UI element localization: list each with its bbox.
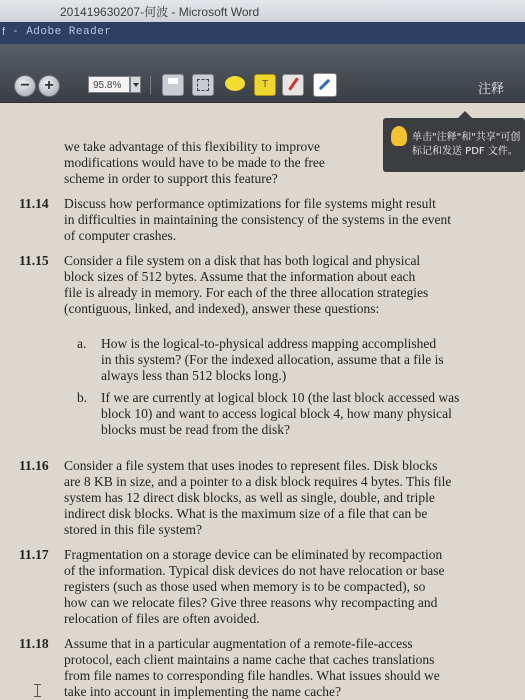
question-number: 11.18 xyxy=(19,636,49,651)
q11-15-b-line-3: blocks must be read from the disk? xyxy=(101,422,290,437)
q11-15-line-3: file is already in memory. For each of the three allocation strategies xyxy=(64,285,429,300)
save-icon[interactable] xyxy=(162,74,184,96)
plus-icon: + xyxy=(44,77,54,94)
toolbar-separator xyxy=(150,76,151,94)
reader-app-icon: f xyxy=(2,26,6,38)
question-number: 11.14 xyxy=(19,196,49,211)
pen-icon[interactable] xyxy=(282,74,304,96)
q11-15-a-line-1: How is the logical-to-physical address mapping accomplished xyxy=(101,336,437,351)
q11-18-line-3: from file names to corresponding file handles. What issues should we xyxy=(64,668,440,683)
question-number: 11.17 xyxy=(19,547,49,562)
q11-15-b-line-1: If we are currently at logical block 10 (the last block accessed was xyxy=(101,390,460,405)
q11-16-line-1: Consider a file system that uses inodes to represent files. Disk blocks xyxy=(64,458,438,473)
window-title: 201419630207-何波 - Microsoft Word xyxy=(60,5,260,19)
q11-15-a-line-3: always less than 512 blocks long.) xyxy=(101,368,287,383)
question-number: 11.15 xyxy=(19,253,49,268)
question-number: 11.16 xyxy=(19,458,49,473)
fit-page-icon[interactable] xyxy=(192,74,214,96)
q11-16-line-4: indirect disk blocks. What is the maximum size of a file that can be xyxy=(64,506,428,521)
intro-line-1: we take advantage of this flexibility to improve xyxy=(64,139,321,154)
tooltip-line-2: 标记和发送 PDF 文件。 xyxy=(412,146,518,157)
text-cursor-icon xyxy=(37,684,38,697)
q11-18-line-4: take into account in implementing the name cache? xyxy=(64,684,342,699)
reader-header-bar xyxy=(0,22,525,45)
zoom-input[interactable]: 95.8% xyxy=(88,76,130,93)
lightbulb-icon xyxy=(391,126,407,146)
q11-15-line-2: block sizes of 512 bytes. Assume that the information about each xyxy=(64,269,416,284)
zoom-in-button[interactable] xyxy=(38,75,60,97)
reader-app-label: - Adobe Reader xyxy=(12,26,112,38)
q11-17-line-2: of the information. Typical disk devices do not have relocation or base xyxy=(64,563,445,578)
annotation-button[interactable]: 注释 xyxy=(478,82,505,97)
q11-16-line-3: system has 12 direct disk blocks, as well as single, double, and triple xyxy=(64,490,435,505)
sticky-note-label: T xyxy=(261,79,269,90)
q11-16-line-5: stored in this file system? xyxy=(64,522,202,537)
q11-17-line-5: relocation of files are often avoided. xyxy=(64,611,260,626)
toolbar xyxy=(0,44,525,103)
q11-15-line-1: Consider a file system on a disk that has both logical and physical xyxy=(64,253,421,268)
comment-icon[interactable] xyxy=(225,76,245,91)
sticky-note-icon[interactable] xyxy=(254,74,276,96)
q11-18-line-1: Assume that in a particular augmentation of a remote-file-access xyxy=(64,636,413,651)
q11-14-line-1: Discuss how performance optimizations for file systems might result xyxy=(64,196,436,211)
q11-17-line-1: Fragmentation on a storage device can be eliminated by recompaction xyxy=(64,547,443,562)
q11-16-line-2: are 8 KB in size, and a pointer to a disk block requires 4 bytes. This file xyxy=(64,474,452,489)
tooltip xyxy=(383,118,525,172)
window-title-bar xyxy=(0,0,525,23)
q11-18-line-2: protocol, each client maintains a name cache that caches translations xyxy=(64,652,435,667)
zoom-dropdown-button[interactable] xyxy=(130,76,141,93)
tooltip-caret xyxy=(458,111,472,118)
tooltip-line-1: 单击"注释"和"共享"可创 xyxy=(412,132,521,143)
intro-line-3: scheme in order to support this feature? xyxy=(64,171,278,186)
expand-icon[interactable] xyxy=(313,73,337,97)
q11-17-line-4: how can we relocate files? Give three reasons why recompacting and xyxy=(64,595,438,610)
q11-15-line-4: (contiguous, linked, and indexed), answer these questions: xyxy=(64,301,380,316)
minus-icon: − xyxy=(20,77,30,94)
sub-question-label: a. xyxy=(77,336,87,351)
q11-17-line-3: registers (such as those used when memory is to be compacted), so xyxy=(64,579,426,594)
intro-line-2: modifications would have to be made to the free xyxy=(64,155,325,170)
zoom-out-button[interactable] xyxy=(14,75,36,97)
q11-14-line-3: of computer crashes. xyxy=(64,228,177,243)
q11-15-b-line-2: block 10) and want to access logical block 4, how many physical xyxy=(101,406,452,421)
q11-15-a-line-2: in this system? (For the indexed allocation, assume that a file is xyxy=(101,352,444,367)
q11-14-line-2: in difficulties in maintaining the consistency of the systems in the event xyxy=(64,212,452,227)
sub-question-label: b. xyxy=(77,390,88,405)
